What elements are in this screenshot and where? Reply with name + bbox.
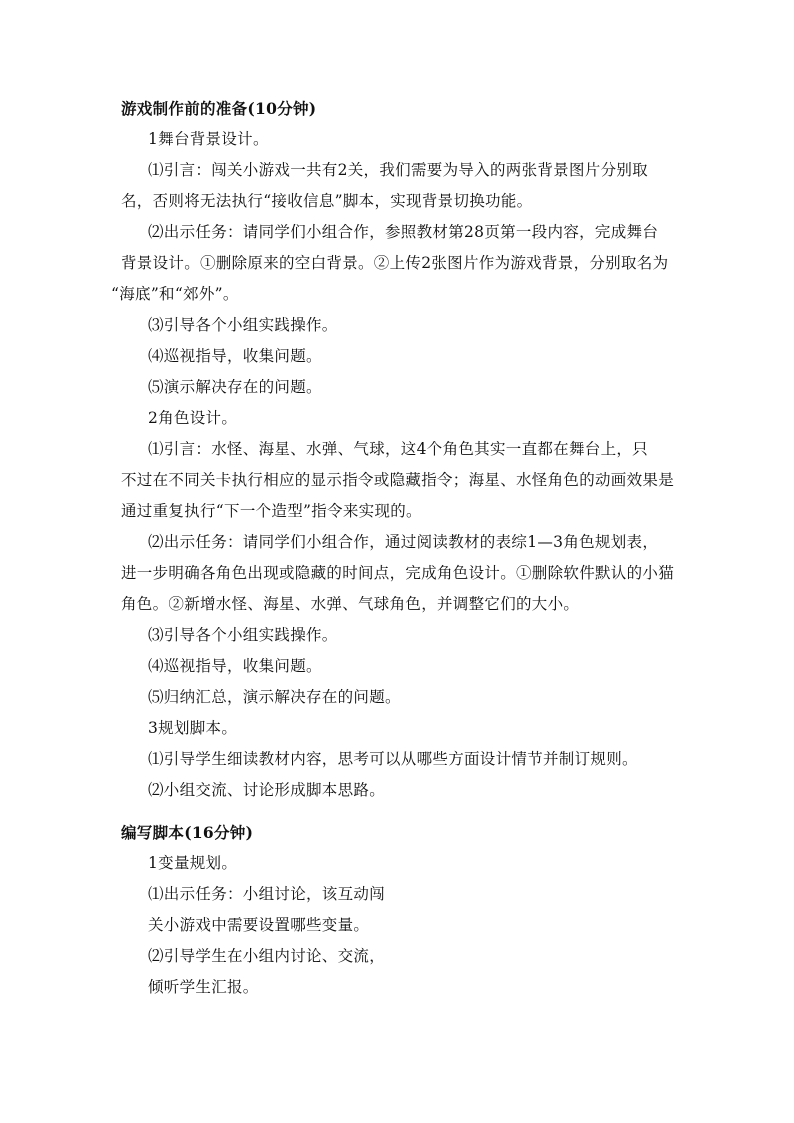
paragraph-line: ⑸归纳汇总，演示解决存在的问题。 [148,688,401,706]
subsection-title: 3规划脚本。 [148,719,238,737]
paragraph-line: ⑴引言：水怪、海星、水弹、气球，这4个角色其实一直都在舞台上，只 [148,440,648,458]
paragraph-line: ⑴引言：闯关小游戏一共有2关，我们需要为导入的两张背景图片分别取 [148,161,648,179]
subsection-title: 1变量规划。 [148,854,238,872]
section-heading-scripting: 编写脚本(16分钟) [121,823,254,842]
paragraph-line: ⑴引导学生细读教材内容，思考可以从哪些方面设计情节并制订规则。 [148,750,638,768]
paragraph-line: ⑵小组交流、讨论形成脚本思路。 [148,781,386,799]
paragraph-line: 不过在不同关卡执行相应的显示指令或隐藏指令；海星、水怪角色的动画效果是 [121,471,675,489]
subsection-title: 1舞台背景设计。 [148,130,269,148]
paragraph-line: 角色。②新增水怪、海星、水弹、气球角色，并调整它们的大小。 [121,595,580,613]
paragraph-line: ⑵引导学生在小组内讨论、交流， [148,947,386,965]
paragraph-line: ⑴出示任务：小组讨论，该互动闯 [148,885,386,903]
paragraph-line: 通过重复执行“下一个造型”指令来实现的。 [121,502,422,520]
section-heading-preparation: 游戏制作前的准备(10分钟) [121,99,317,118]
paragraph-line: 倾听学生汇报。 [148,978,259,996]
paragraph-line: “海底”和“郊外”。 [111,285,239,303]
paragraph-line: ⑸演示解决存在的问题。 [148,378,322,396]
paragraph-line: ⑶引导各个小组实践操作。 [148,626,338,644]
paragraph-line: ⑵出示任务：请同学们小组合作，参照教材第28页第一段内容，完成舞台 [148,223,659,241]
paragraph-line: 进一步明确各角色出现或隐藏的时间点，完成角色设计。①删除软件默认的小猫 [121,564,675,582]
paragraph-line: 关小游戏中需要设置哪些变量。 [148,916,370,934]
paragraph-line: ⑷巡视指导，收集问题。 [148,657,322,675]
paragraph-line: ⑵出示任务：请同学们小组合作，通过阅读教材的表综1—3角色规划表， [148,533,659,551]
subsection-title: 2角色设计。 [148,409,238,427]
paragraph-line: ⑷巡视指导，收集问题。 [148,347,322,365]
paragraph-line: ⑶引导各个小组实践操作。 [148,316,338,334]
paragraph-line: 名，否则将无法执行“接收信息”脚本，实现背景切换功能。 [121,192,533,210]
paragraph-line: 背景设计。①删除原来的空白背景。②上传2张图片作为游戏背景，分别取名为 [121,254,669,272]
